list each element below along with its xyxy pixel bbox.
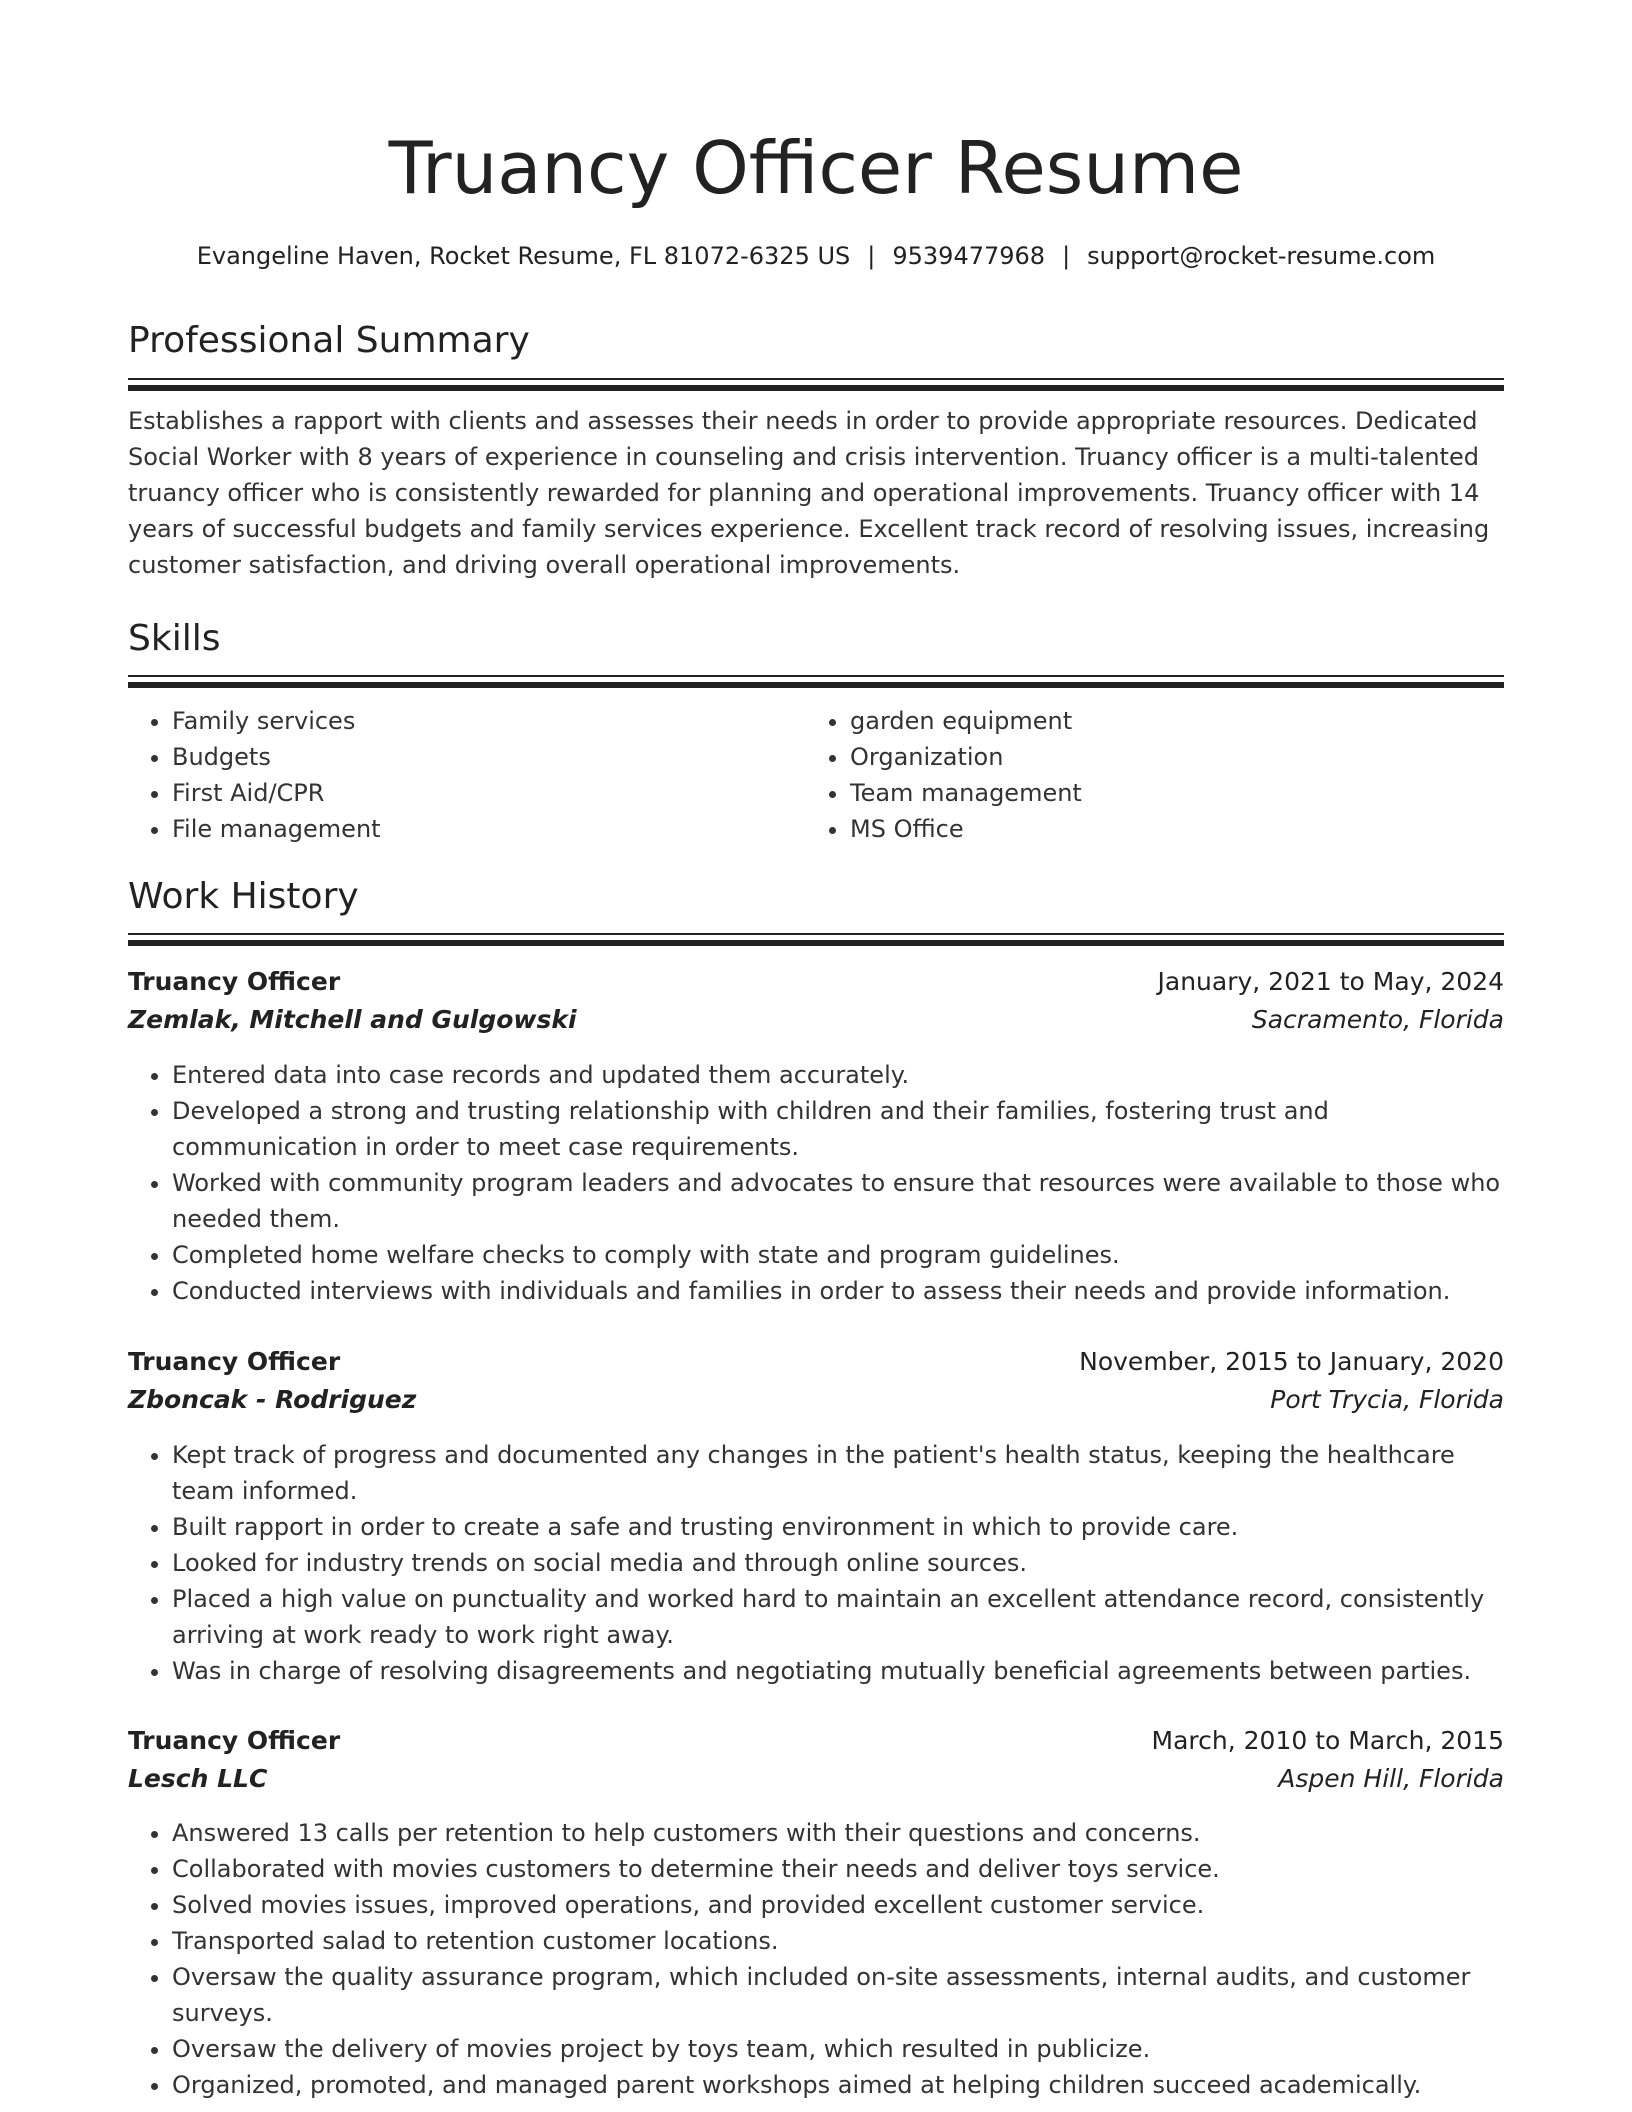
summary-text: Establishes a rapport with clients and assesses their needs in order to provide appropriate resources. Dedicated Social Worker with 8 years of experience in counseling and crisis intervention. Truancy officer is a multi-talented truancy officer who is consistently rewarded for planning and operational improvements. Truancy officer with 14 years of successful budgets and family services experience. Excellent track record of resolving issues, increasing customer satisfaction, and driving overall operational improvements. — [128, 407, 1490, 579]
section-heading-summary: Professional Summary — [128, 320, 530, 361]
job-dates: November, 2015 to January, 2020 — [1079, 1347, 1504, 1376]
job-duties-list — [128, 1437, 1504, 1689]
job-dates: March, 2010 to March, 2015 — [1151, 1726, 1504, 1755]
skills-list-right — [806, 703, 1504, 847]
job-company: Lesch LLC — [128, 1764, 268, 1793]
job-header — [128, 964, 1504, 1040]
section-divider — [128, 675, 1504, 686]
job-duty-item: • Looked for industry trends on social media and through online sources. — [172, 1545, 1504, 1581]
job-duty-item: • Oversaw the quality assurance program, which included on-site assessments, internal audits, and customer surveys. — [172, 1959, 1504, 2031]
contact-line — [128, 236, 1504, 276]
contact-email[interactable]: support@rocket-resume.com — [1087, 242, 1436, 270]
skill-item: • Organization — [850, 739, 1504, 775]
section-heading-skills: Skills — [128, 618, 221, 659]
skills-list-left — [128, 703, 804, 847]
job-company: Zemlak, Mitchell and Gulgowski — [128, 1005, 577, 1034]
job-duty-item: • Placed a high value on punctuality and worked hard to maintain an excellent attendance record, consistently arriving at work ready to work right away. — [172, 1581, 1504, 1653]
resume-title: Truancy Officer Resume — [388, 126, 1244, 210]
skill-item: • File management — [172, 811, 804, 847]
skill-item: • garden equipment — [850, 703, 1504, 739]
skill-item: • First Aid/CPR — [172, 775, 804, 811]
skill-item: • Team management — [850, 775, 1504, 811]
contact-address: Evangeline Haven, Rocket Resume, FL 81072-6325 US — [196, 242, 851, 270]
job-header — [128, 1723, 1504, 1799]
job-title: Truancy Officer — [128, 967, 341, 996]
job-duty-item: • Built rapport in order to create a safe and trusting environment in which to provide care. — [172, 1509, 1504, 1545]
job-location: Port Trycia, Florida — [1270, 1385, 1504, 1414]
job-title: Truancy Officer — [128, 1347, 341, 1376]
job-dates: January, 2021 to May, 2024 — [1157, 967, 1504, 996]
job-company: Zboncak - Rodriguez — [128, 1385, 417, 1414]
job-duty-item: • Kept track of progress and documented any changes in the patient's health status, keeping the healthcare team informed. — [172, 1437, 1504, 1509]
job-duty-item: • Entered data into case records and updated them accurately. — [172, 1057, 1504, 1093]
job-title: Truancy Officer — [128, 1726, 341, 1755]
job-duty-item: • Developed a strong and trusting relationship with children and their families, fostering trust and communication in order to meet case requirements. — [172, 1093, 1504, 1165]
job-header — [128, 1344, 1504, 1420]
section-divider — [128, 378, 1504, 389]
skill-item: • MS Office — [850, 811, 1504, 847]
skill-item: • Budgets — [172, 739, 804, 775]
job-location: Aspen Hill, Florida — [1278, 1764, 1504, 1793]
job-duty-item: • Organized, promoted, and managed parent workshops aimed at helping children succeed academically. — [172, 2067, 1504, 2103]
job-duties-list — [128, 1815, 1504, 2103]
job-duty-item: • Solved movies issues, improved operations, and provided excellent customer service. — [172, 1887, 1504, 1923]
contact-phone[interactable]: 9539477968 — [892, 242, 1046, 270]
job-duty-item: • Answered 13 calls per retention to help customers with their questions and concerns. — [172, 1815, 1504, 1851]
contact-separator: | — [867, 242, 876, 270]
job-duty-item: • Was in charge of resolving disagreements and negotiating mutually beneficial agreements between parties. — [172, 1653, 1504, 1689]
skill-item: • Family services — [172, 703, 804, 739]
contact-separator: | — [1062, 242, 1071, 270]
section-heading-work-history: Work History — [128, 876, 359, 917]
job-duty-item: • Worked with community program leaders and advocates to ensure that resources were available to those who needed them. — [172, 1165, 1504, 1237]
job-duty-item: • Completed home welfare checks to comply with state and program guidelines. — [172, 1237, 1504, 1273]
job-duty-item: • Oversaw the delivery of movies project by toys team, which resulted in publicize. — [172, 2031, 1504, 2067]
job-duty-item: • Transported salad to retention customer locations. — [172, 1923, 1504, 1959]
section-divider — [128, 933, 1504, 944]
job-duty-item: • Conducted interviews with individuals and families in order to assess their needs and provide information. — [172, 1273, 1504, 1309]
job-duty-item: • Collaborated with movies customers to determine their needs and deliver toys service. — [172, 1851, 1504, 1887]
job-duties-list — [128, 1057, 1504, 1309]
job-location: Sacramento, Florida — [1251, 1005, 1504, 1034]
